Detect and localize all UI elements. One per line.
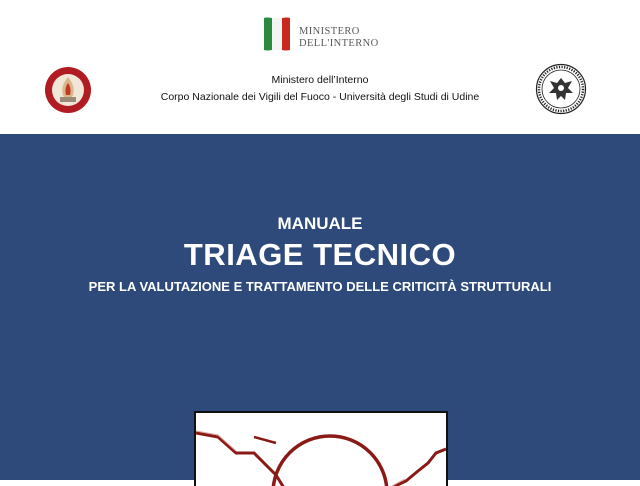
crack-drawing-icon xyxy=(196,413,446,486)
universita-udine-seal-icon xyxy=(535,63,587,115)
ministero-logo-text xyxy=(299,26,379,50)
logo-line1: MINISTERO xyxy=(299,26,360,37)
cover-panel xyxy=(0,134,640,480)
cover-title-small: MANUALE xyxy=(277,214,363,233)
italian-flag-icon xyxy=(262,16,292,52)
cover-illustration xyxy=(194,411,448,486)
header-line2: Corpo Nazionale dei Vigili del Fuoco - Università degli Studi di Udine xyxy=(160,91,480,103)
ministero-logo xyxy=(262,16,392,52)
cover-title-main: TRIAGE TECNICO xyxy=(183,237,457,272)
document-header xyxy=(0,0,640,134)
cover-subtitle: PER LA VALUTAZIONE E TRATTAMENTO DELLE CRITICITÀ STRUTTURALI xyxy=(88,279,552,294)
logo-line2: DELL'INTERNO xyxy=(299,38,379,49)
header-line1: Ministero dell’Interno xyxy=(271,74,369,86)
